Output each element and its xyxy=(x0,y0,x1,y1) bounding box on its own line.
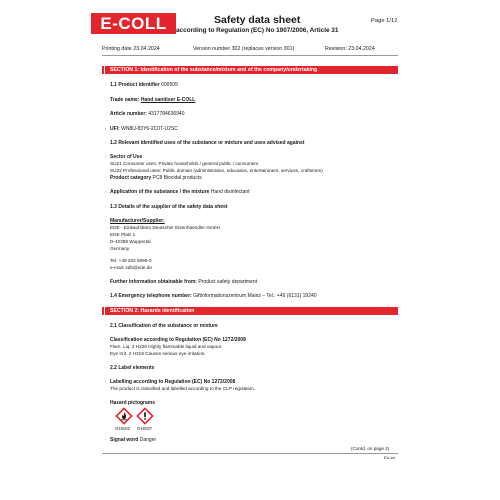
product-category-value: PC8 Biocidal products xyxy=(152,175,202,181)
bullet: · xyxy=(105,293,107,299)
manufacturer-label-text: Manufacturer/Supplier: xyxy=(110,218,165,224)
labelling-regulation xyxy=(110,379,235,385)
signal-word xyxy=(110,437,156,443)
section-marker xyxy=(102,66,104,74)
revision-date: Revision: 23.04.2024 xyxy=(325,46,375,52)
classification-label: 2.1 Classification of the substance or mixture xyxy=(110,323,218,329)
bullet: · xyxy=(105,437,107,443)
application-value: Hand disinfectant xyxy=(210,189,250,195)
sector-of-use-text: Sector of Use xyxy=(110,154,143,160)
emergency-label: 1.4 Emergency telephone number: xyxy=(110,293,192,299)
document-subtitle: according to Regulation (EC) No 1907/2006, Article 31 xyxy=(176,27,339,34)
bullet: · xyxy=(105,189,107,195)
emergency-value: Giftinformationszentrum Mainz – Tel.: +49 (6131) 19240 xyxy=(193,293,317,299)
further-info-label: Further information obtainable from: xyxy=(110,279,197,285)
pictogram-label-ghs02: GHS02 xyxy=(115,426,131,431)
pictogram-label-ghs07: GHS07 xyxy=(137,426,153,431)
bullet: · xyxy=(105,337,107,343)
classification-regulation-label: Classification according to Regulation (EC) No 1272/2008 xyxy=(110,337,246,343)
bullet: · xyxy=(105,279,107,285)
document-title: Safety data sheet xyxy=(214,14,301,26)
email-address[interactable]: e-mail: sdb@ede.de xyxy=(110,265,153,270)
label-elements-heading xyxy=(110,365,154,371)
labelling-regulation-label: Labelling according to Regulation (EC) No 1272/2008 xyxy=(110,379,236,385)
bullet: · xyxy=(105,126,107,132)
product-category xyxy=(110,175,202,181)
continued-note: (Contd. on page 2) xyxy=(351,446,390,451)
company-logo: E-COLL xyxy=(91,13,176,34)
trade-name xyxy=(110,97,195,103)
bullet: · xyxy=(105,140,107,146)
signal-word-value: Danger xyxy=(139,437,157,443)
classification-regulation xyxy=(110,337,246,343)
hazard-pictograms-label: Hazard pictograms xyxy=(110,400,156,406)
telephone: Tel. +49 202 6096-0 xyxy=(110,258,152,263)
bullet: · xyxy=(105,218,107,224)
section-marker xyxy=(102,307,104,315)
product-identifier-label: 1.1 Product identifier xyxy=(110,82,160,88)
bullet: · xyxy=(105,175,107,181)
classification-heading xyxy=(110,323,218,329)
signal-word-label: Signal word xyxy=(110,437,139,443)
footer-divider xyxy=(102,453,398,454)
hazard-statement-eye: Eye Irrit. 2 H319 Causes serious eye irritation. xyxy=(110,351,206,356)
bullet: · xyxy=(105,204,107,210)
language-code: EU-en xyxy=(384,455,396,460)
exclamation-pictogram-icon xyxy=(136,407,154,425)
address-line: EDE Platz 1 xyxy=(110,232,136,237)
bullet: · xyxy=(105,379,107,385)
supplier-details-label: 1.3 Details of the supplier of the safety data sheet xyxy=(110,204,228,210)
address-line: D-42389 Wuppertal xyxy=(110,239,151,244)
manufacturer-label xyxy=(110,218,165,224)
relevant-uses-heading xyxy=(110,140,305,146)
ufi-label: UFI: xyxy=(110,126,120,132)
su22-line: SU22 Professional uses: Public domain (administration, education, entertainment, services, craftsmen) xyxy=(110,168,323,173)
further-info-value: Product safety department xyxy=(198,279,257,285)
hazard-pictograms-heading xyxy=(110,400,155,406)
supplier-details-heading xyxy=(110,204,228,210)
header-divider xyxy=(102,55,398,56)
version-number: Version number 302 (replaces version 301) xyxy=(193,46,295,52)
bullet: · xyxy=(105,97,107,103)
trade-name-value: Hand sanitiser E-COLL xyxy=(140,97,196,103)
address-line: EDE - Einkaufsbüro Deutscher Eisenhaendler GmbH xyxy=(110,225,220,230)
section-2-heading: SECTION 2: Hazards identification xyxy=(105,307,398,315)
application xyxy=(110,189,250,195)
emergency-telephone xyxy=(110,293,317,299)
bullet: · xyxy=(105,400,107,406)
ufi xyxy=(110,126,178,132)
flame-pictogram-icon xyxy=(115,407,133,425)
article-number-label: Article number: xyxy=(110,111,147,117)
printing-date: Printing date 23.04.2024 xyxy=(102,46,160,52)
bullet: · xyxy=(105,82,107,88)
trade-name-label: Trade name: xyxy=(110,97,140,103)
bullet: · xyxy=(105,154,107,160)
address-line: Germany xyxy=(110,246,130,251)
product-category-label: Product category xyxy=(110,175,152,181)
article-number-value: 4317784636940 xyxy=(148,111,185,117)
product-identifier-value: 600509 xyxy=(161,82,178,88)
su21-line: SU21 Consumer uses: Private households / general public / consumers xyxy=(110,161,259,166)
bullet: · xyxy=(105,323,107,329)
relevant-uses-label: 1.2 Relevant identified uses of the substance or mixture and uses advised against xyxy=(110,140,305,146)
bullet: · xyxy=(105,365,107,371)
application-label: Application of the substance / the mixture xyxy=(110,189,210,195)
hazard-statement-flam: Flam. Liq. 2 H225 Highly flammable liquid and vapour. xyxy=(110,344,223,349)
article-number xyxy=(110,111,185,117)
labelling-text: The product is classified and labelled according to the CLP regulation. xyxy=(110,386,256,391)
sector-of-use-label xyxy=(110,154,142,160)
page-number: Page 1/12 xyxy=(371,18,398,24)
ufi-value: WN8U-83Y6-2C0T-U2SC xyxy=(121,126,178,132)
label-elements-label: 2.2 Label elements xyxy=(110,365,155,371)
further-information xyxy=(110,279,257,285)
product-identifier xyxy=(110,82,178,88)
bullet: · xyxy=(105,111,107,117)
section-1-heading: SECTION 1: Identification of the substance/mixture and of the company/undertaking xyxy=(105,66,398,74)
